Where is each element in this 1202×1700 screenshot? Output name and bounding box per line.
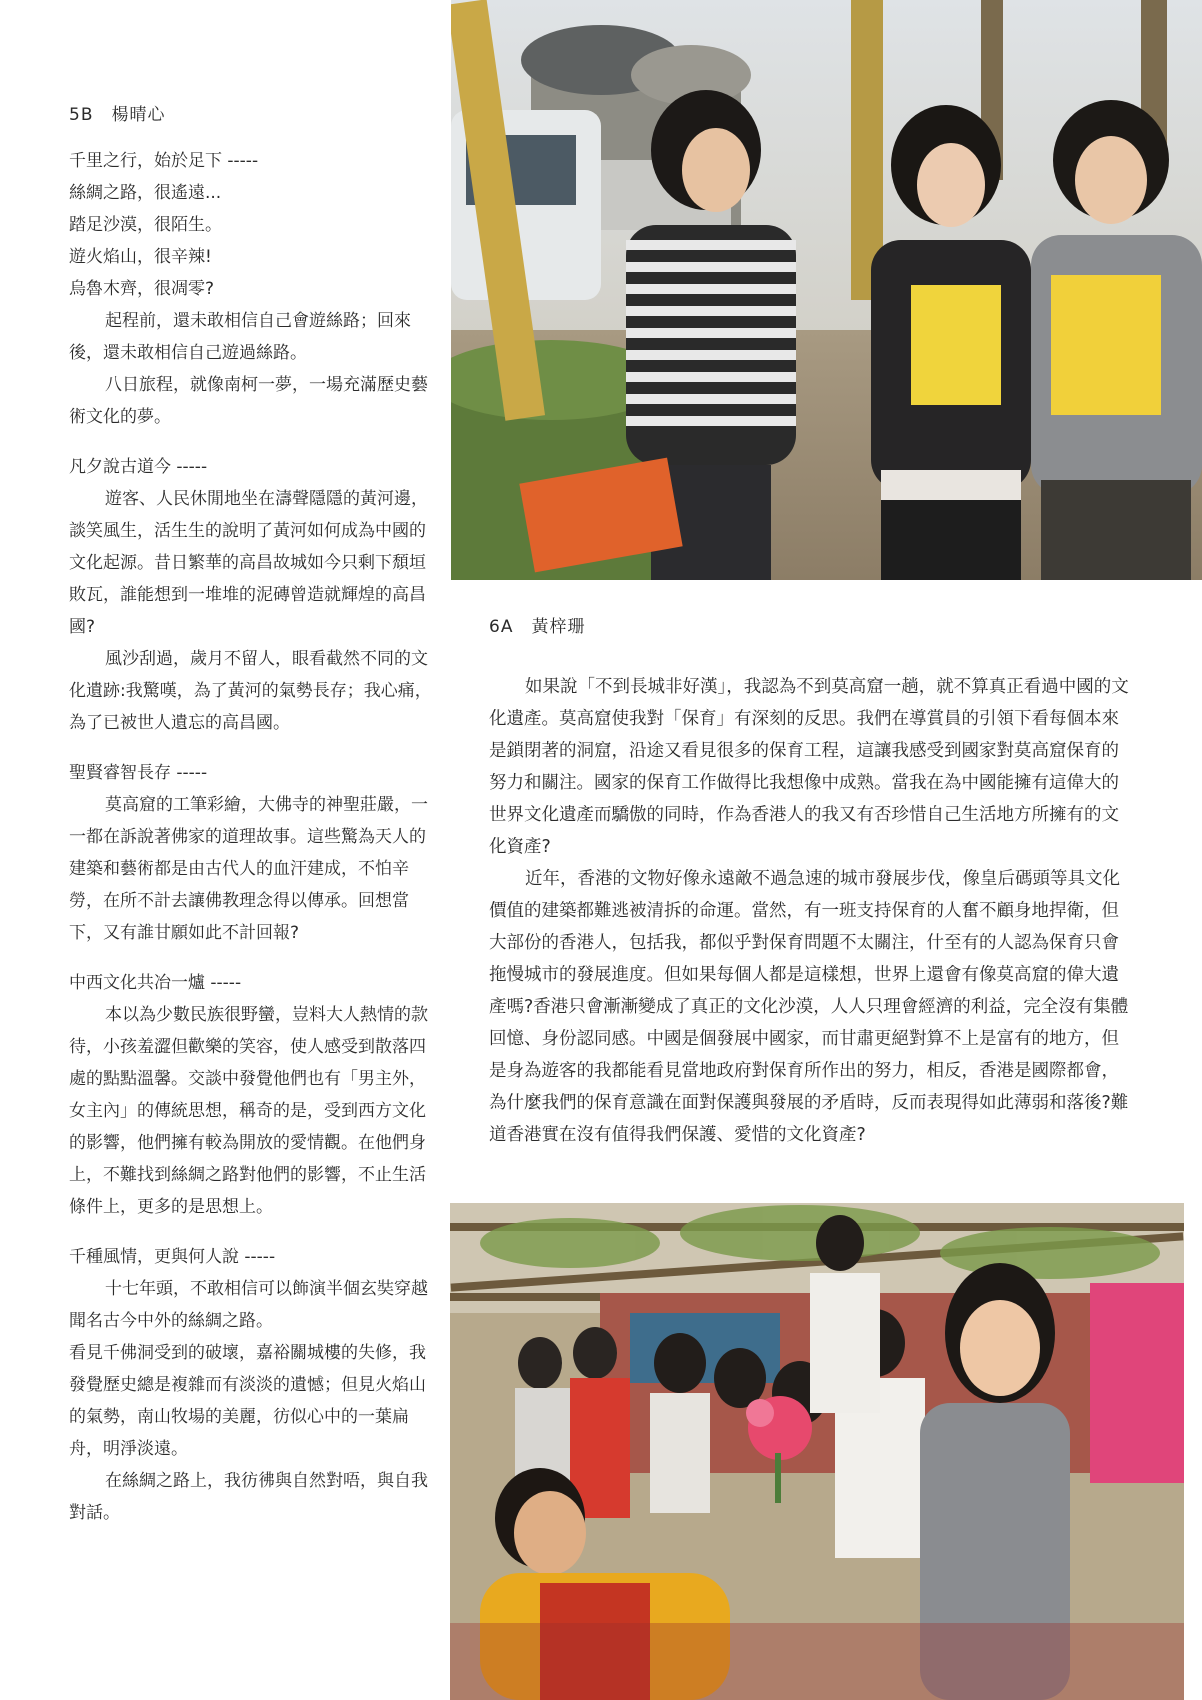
author-right bbox=[489, 612, 1129, 637]
paragraph: 八日旅程，就像南柯一夢，一場充滿歷史藝術文化的夢。 bbox=[69, 375, 428, 427]
author-name: 黃梓珊 bbox=[531, 617, 586, 637]
photo-performer-flower-image bbox=[450, 1203, 1184, 1700]
paragraph: 看見千佛洞受到的破壞，嘉裕關城樓的失修，我發覺歷史總是複雜而有淡淡的遺憾；但見火焰山的氣勢，南山牧場的美麗，彷似心中的一葉扁舟，明淨淡遠。 bbox=[69, 1343, 426, 1459]
paragraph: 風沙刮過，歲月不留人，眼看截然不同的文化遺跡:我驚嘆，為了黃河的氣勢長存；我心痛，為了已被世人遺忘的高昌國。 bbox=[69, 649, 432, 733]
paragraph: 起程前，還未敢相信自己會遊絲路；回來後，還未敢相信自己遊過絲路。 bbox=[69, 311, 411, 363]
paragraph: 十七年頭，不敢相信可以飾演半個玄奘穿越聞名古今中外的絲綢之路。 bbox=[69, 1279, 428, 1331]
section-title: 聖賢睿智長存 ----- bbox=[69, 763, 208, 783]
author-left bbox=[69, 100, 441, 125]
poem-line: 遊火焰山，很辛辣! bbox=[69, 247, 212, 267]
section-title: 凡夕說古道今 ----- bbox=[69, 457, 208, 477]
photo-performer-flower bbox=[450, 1203, 1184, 1700]
photo-students-walking bbox=[451, 0, 1202, 580]
poem-line: 絲綢之路，很遙遠... bbox=[69, 183, 222, 203]
poem bbox=[69, 145, 441, 305]
author-class: 5B bbox=[69, 105, 94, 125]
author-name: 楊晴心 bbox=[111, 105, 166, 125]
poem-line: 烏魯木齊，很凋零? bbox=[69, 279, 215, 299]
paragraph: 近年，香港的文物好像永遠敵不過急速的城市發展步伐，像皇后碼頭等具文化價值的建築都難逃被清拆的命運。當然，有一班支持保育的人奮不顧身地捍衛，但大部份的香港人，包括我，都似乎對保育問題不太關注，什至有的人認為保育只會拖慢城市的發展進度。但如果每個人都是這樣想，世界上還會有像莫高窟的偉大遺產嗎?香港只會漸漸變成了真正的文化沙漠，人人只理會經濟的利益，完全沒有集體回憶、身份認同感。中國是個發展中國家，而甘肅更絕對算不上是富有的地方，但是身為遊客的我都能看見當地政府對保育所作出的努力，相反，香港是國際都會，為什麼我們的保育意識在面對保護與發展的矛盾時，反而表現得如此薄弱和落後?難道香港實在沒有值得我們保護、愛惜的文化資產? bbox=[489, 869, 1129, 1145]
paragraph: 遊客、人民休閒地坐在濤聲隱隱的黃河邊，談笑風生，活生生的說明了黃河如何成為中國的文化起源。昔日繁華的高昌故城如今只剩下頹垣敗瓦，誰能想到一堆堆的泥磚曾造就輝煌的高昌國? bbox=[69, 489, 428, 637]
right-article bbox=[489, 612, 1129, 1151]
section-title: 千種風情，更與何人說 ----- bbox=[69, 1247, 276, 1267]
paragraph: 在絲綢之路上，我彷彿與自然對唔，與自我對話。 bbox=[69, 1471, 428, 1523]
section-title: 中西文化共冶一爐 ----- bbox=[69, 973, 242, 993]
paragraph: 本以為少數民族很野蠻，豈料大人熱情的款待，小孩羞澀但歡樂的笑容，使人感受到散落四處的點點溫馨。交談中發覺他們也有「男主外，女主內」的傳統思想，稱奇的是，受到西方文化的影響，他們擁有較為開放的愛情觀。在他們身上，不難找到絲綢之路對他們的影響，不止生活條件上，更多的是思想上。 bbox=[69, 1005, 428, 1217]
photo-students-walking-image bbox=[451, 0, 1202, 580]
left-article bbox=[69, 100, 441, 1529]
poem-line: 千里之行，始於足下 ----- bbox=[69, 151, 259, 171]
author-class: 6A bbox=[489, 617, 514, 637]
paragraph: 如果說「不到長城非好漢」，我認為不到莫高窟一趟，就不算真正看過中國的文化遺產。莫高窟使我對「保育」有深刻的反思。我們在導賞員的引領下看每個本來是鎖閉著的洞窟，沿途又看見很多的保育工程，這讓我感受到國家對莫高窟保育的努力和關注。國家的保育工作做得比我想像中成熟。當我在為中國能擁有這偉大的世界文化遺產而驕傲的同時，作為香港人的我又有否珍惜自己生活地方所擁有的文化資產? bbox=[489, 677, 1129, 857]
paragraph: 莫高窟的工筆彩繪，大佛寺的神聖莊嚴，一一都在訴說著佛家的道理故事。這些驚為天人的建築和藝術都是由古代人的血汗建成，不怕辛勞，在所不計去讓佛教理念得以傳承。回想當下，又有誰甘願如此不計回報? bbox=[69, 795, 428, 943]
poem-line: 踏足沙漠，很陌生。 bbox=[69, 215, 222, 235]
